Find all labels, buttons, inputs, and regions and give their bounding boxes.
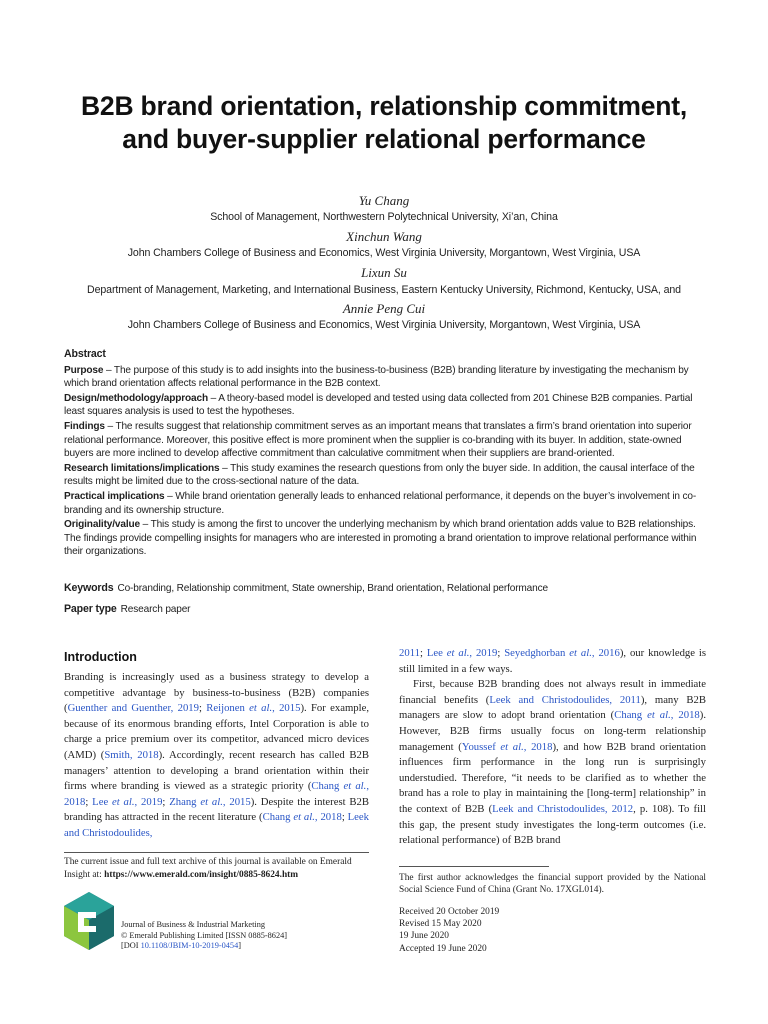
doi-link[interactable]: 10.1108/JBIM-10-2019-0454	[140, 941, 239, 951]
date-revised-second: 19 June 2020	[399, 931, 449, 942]
introduction-right-column	[399, 646, 706, 849]
keywords-label: Keywords	[64, 582, 114, 594]
abstract-section	[64, 518, 706, 559]
introduction-paragraph: Branding is increasingly used as a business strategy to develop a competitive advantage by business-to-business (B2B) companies (Guenther and Guenther, 2019; Reijonen et al., 2015). For example, because of its enormous branding efforts, Intel Corporation is able to charge a price premium over its competitor, advanced micro devices (AMD) (Smith, 2018). Accordingly, recent research has called B2B managers’ attention to developing a brand orientation within their firms where branding is viewed as a strategic priority (Chang et al., 2018; Lee et al., 2019; Zhang et al., 2015). Despite the interest B2B branding has attracted in the recent literature (Chang et al., 2018; Leek and Christodoulides,	[64, 671, 370, 839]
author-name: Annie Peng Cui	[342, 301, 426, 316]
abstract-section-label: Practical implications	[64, 490, 165, 502]
abstract-section-text: – While brand orientation generally leads to enhanced relational performance, it depends on the buyer’s involvement in co-branding and its ownership structure.	[64, 490, 697, 516]
author-affiliation: School of Management, Northwestern Polytechnical University, Xi’an, China	[210, 211, 558, 223]
abstract-section	[64, 462, 706, 489]
abstract-section-label: Purpose	[64, 364, 104, 376]
author-name: Yu Chang	[358, 193, 410, 208]
doi-suffix: ]	[238, 941, 241, 951]
author-name: Xinchun Wang	[346, 229, 422, 244]
emerald-logo	[62, 890, 116, 952]
date-accepted: Accepted 19 June 2020	[399, 943, 487, 954]
paper-type	[64, 603, 706, 615]
author-affiliation: John Chambers College of Business and Economics, West Virginia University, Morgantown, West Virginia, USA	[127, 319, 641, 331]
footnote-divider	[399, 866, 549, 867]
date-received: Received 20 October 2019	[399, 907, 500, 917]
journal-info	[121, 920, 381, 952]
introduction-heading: Introduction	[64, 650, 137, 664]
abstract-section-label: Research limitations/implications	[64, 462, 220, 474]
keywords	[64, 582, 706, 594]
abstract-section	[64, 490, 706, 517]
abstract-heading: Abstract	[64, 348, 106, 360]
journal-doi	[121, 941, 381, 952]
introduction-paragraph: First, because B2B branding does not always result in immediate financial benefits (Leek and Christodoulides, 2011), many B2B managers are slow to adopt brand orientation (Chang et al., 2018). However, B2B firms usually focus on long-term relationship management (Youssef et al., 2018), and how B2B brand orientation influences firm performance in the long run is surprisingly understudied. Therefore, “it needs to be clarified as to whether the brand has a role to play in maintaining the [long-term] relationship” in the context of B2B (Leek and Christodoulides, 2012, p. 108). To fill this gap, the present study investigates the long-term outcomes (i.e. relational performance) of B2B brand	[399, 678, 707, 847]
abstract-section-text: – This study examines the research questions from only the buyer side. In addition, the causal interface of the results might be limited due to the cross-sectional nature of the data.	[64, 462, 695, 488]
introduction-left-column	[64, 670, 369, 842]
keywords-text: Co-branding, Relationship commitment, State ownership, Brand orientation, Relational performance	[117, 583, 548, 594]
abstract-section-text: – The purpose of this study is to add insights into the business-to-business (B2B) branding literature by investigating the mechanism by which brand orientation affects relational performance in the B2B context.	[64, 364, 689, 390]
date-revised: Revised 15 May 2020	[399, 919, 482, 930]
author-affiliation: Department of Management, Marketing, and International Business, Eastern Kentucky University, Richmond, Kentucky, USA, and	[87, 284, 681, 296]
author-affiliation: John Chambers College of Business and Economics, West Virginia University, Morgantown, West Virginia, USA	[127, 247, 641, 259]
abstract-section-text: – This study is among the first to uncover the underlying mechanism by which brand orientation adds value to B2B relationships. The findings provide compelling insights for managers who are interested in promoting a brand orientation to improve relational performance within their organizations.	[64, 519, 697, 558]
archive-notice	[64, 856, 374, 881]
abstract	[64, 348, 706, 560]
abstract-section	[64, 392, 706, 419]
abstract-section-label: Originality/value	[64, 519, 140, 531]
submission-dates	[399, 906, 706, 955]
journal-name: Journal of Business & Industrial Marketing	[121, 920, 266, 929]
paper-type-label: Paper type	[64, 603, 117, 615]
journal-publisher: © Emerald Publishing Limited [ISSN 0885-8624]	[121, 930, 288, 940]
archive-notice-text: The current issue and full text archive of this journal is available on Emerald Insight at:	[64, 857, 352, 880]
abstract-section-text: – A theory-based model is developed and tested using data collected from 201 Chinese B2B companies. Partial least squares analysis is used to test the hypotheses.	[64, 392, 693, 418]
article-title: B2B brand orientation, relationship commitment, and buyer-supplier relational performance	[80, 91, 688, 154]
acknowledgement: The first author acknowledges the financial support provided by the National Social Science Fund of China (Grant No. 17XGL014).	[399, 873, 706, 896]
doi-prefix: [DOI	[121, 941, 141, 951]
abstract-section-label: Findings	[64, 420, 105, 432]
footnote-divider	[64, 852, 369, 853]
abstract-section-text: – The results suggest that relationship commitment serves as an important means that translates a firm’s brand orientation into superior relational performance. Moreover, this positive effect is more prominent when the supplier is co-branding with its buyer. In addition, state-owned buyers are more inclined to develop affective commitment than calculative commitment when their suppliers are brand-oriented.	[64, 420, 692, 460]
paper-type-text: Research paper	[120, 604, 191, 615]
abstract-section	[64, 364, 706, 391]
abstract-section-label: Design/methodology/approach	[64, 392, 209, 404]
author-name: Lixun Su	[361, 265, 407, 280]
introduction-paragraph: 2011; Lee et al., 2019; Seyedghorban et al., 2016), our knowledge is still limited in a few ways.	[399, 647, 707, 675]
archive-url-link[interactable]: https://www.emerald.com/insight/0885-8624.htm	[104, 869, 299, 880]
abstract-section	[64, 420, 706, 461]
